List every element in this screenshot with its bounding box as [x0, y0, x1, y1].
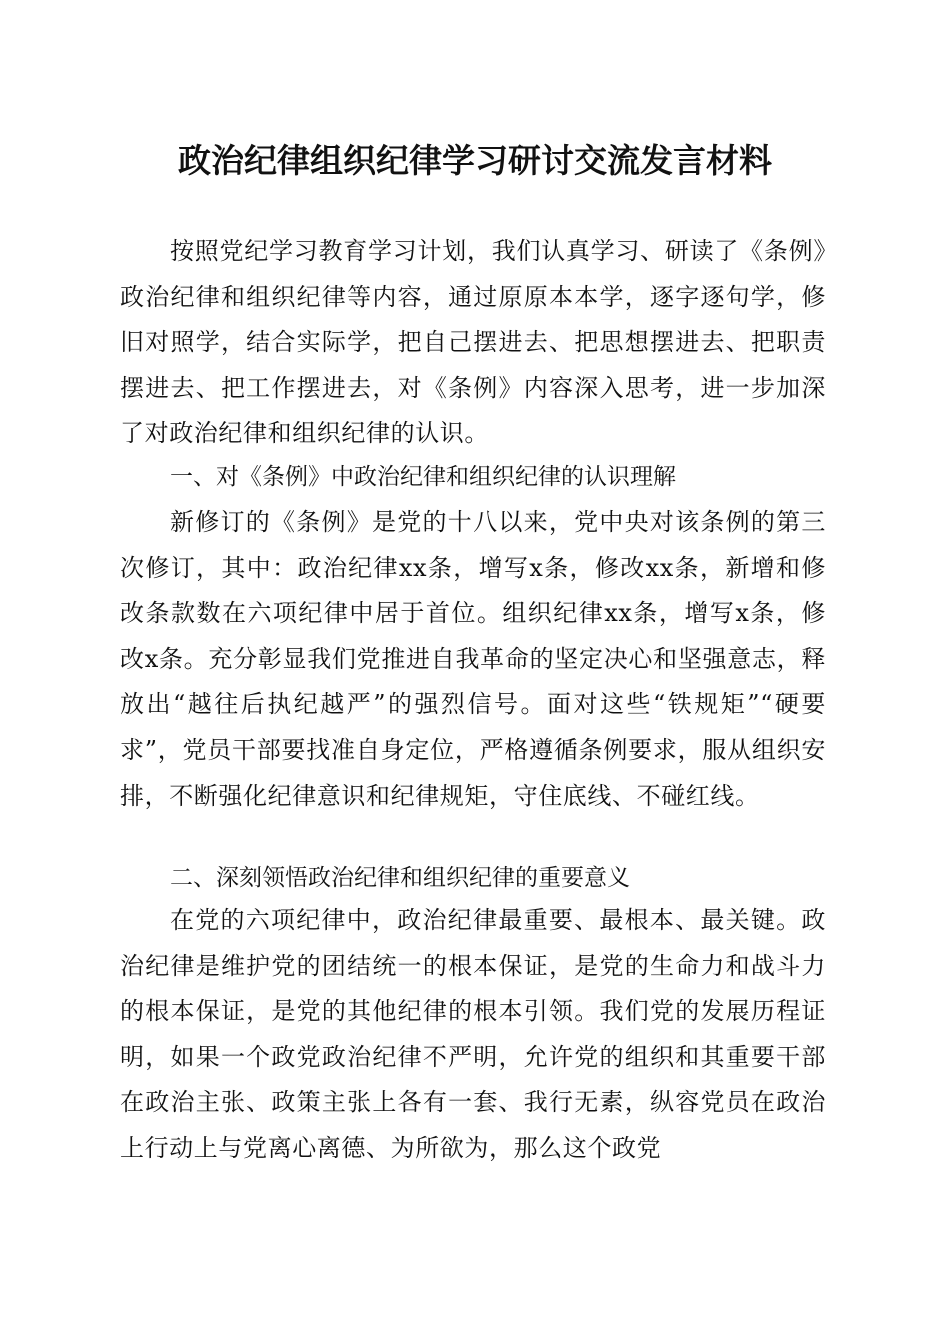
section-heading-2: 二、深刻领悟政治纪律和组织纪律的重要意义	[170, 865, 630, 891]
paragraph-section-2: 在党的六项纪律中，政治纪律最重要、最根本、最关键。政治纪律是维护党的团结统一的根本保证，是党的生命力和战斗力的根本保证，是党的其他纪律的根本引领。我们党的发展历程证明，如果一个政党政治纪律不严明，允许党的组织和其重要干部在政治主张、政策主张上各有一套、我行无素，纵容党员在政治上行动上与党离心离德、为所欲为，那么这个政党	[120, 906, 826, 1162]
paragraph-section-1: 新修订的《条例》是党的十八以来，党中央对该条例的第三次修订，其中：政治纪律xx条，增写x条，修改xx条，新增和修改条款数在六项纪律中居于首位。组织纪律xx条，增写x条，修改x条。充分彰显我们党推进自我革命的坚定决心和坚强意志，释放出“越往后执纪越严”的强烈信号。面对这些“铁规矩”“硬要求”，党员干部要找准自身定位，严格遵循条例要求，服从组织安排，不断强化纪律意识和纪律规矩，守住底线、不碰红线。	[120, 508, 826, 810]
section-heading-1: 一、对《条例》中政治纪律和组织纪律的认识理解	[170, 464, 676, 490]
paragraph-intro: 按照党纪学习教育学习计划，我们认真学习、研读了《条例》政治纪律和组织纪律等内容，通过原原本本学，逐字逐句学，修旧对照学，结合实际学，把自己摆进去、把思想摆进去、把职责摆进去、把工作摆进去，对《条例》内容深入思考，进一步加深了对政治纪律和组织纪律的认识。	[120, 237, 826, 448]
document-title: 政治纪律组织纪律学习研讨交流发言材料	[178, 141, 772, 180]
